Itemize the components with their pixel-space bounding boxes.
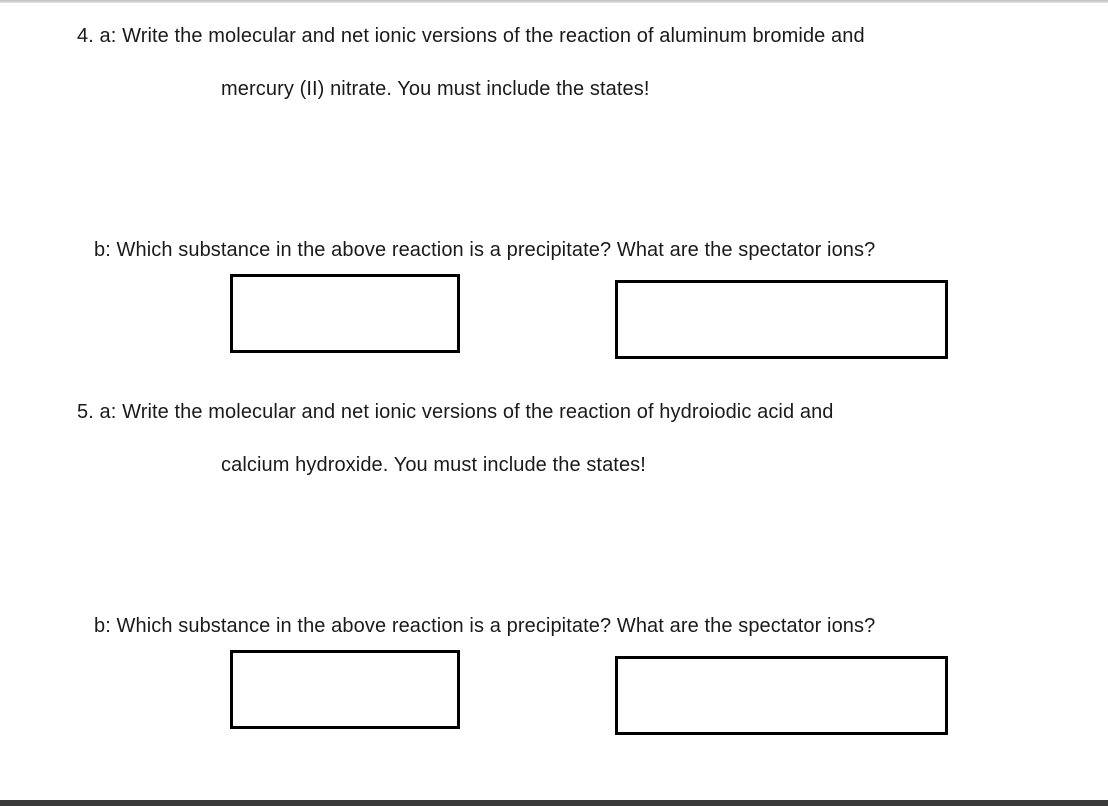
question-4-precipitate-answer-box[interactable] — [230, 274, 460, 353]
question-5-precipitate-answer-box[interactable] — [230, 650, 460, 729]
page-top-edge — [0, 0, 1108, 3]
question-4-part-a-line1: 4. a: Write the molecular and net ionic versions of the reaction of aluminum bromide and — [77, 25, 865, 47]
page-bottom-edge — [0, 800, 1108, 806]
question-5-part-a-line1: 5. a: Write the molecular and net ionic versions of the reaction of hydroiodic acid and — [77, 401, 834, 423]
question-4-part-a-line2: mercury (II) nitrate. You must include the states! — [221, 78, 650, 100]
question-4-spectator-ions-answer-box[interactable] — [615, 280, 948, 359]
question-5-part-a-line2: calcium hydroxide. You must include the states! — [221, 454, 646, 476]
question-5-part-b: b: Which substance in the above reaction is a precipitate? What are the spectator ions? — [94, 615, 876, 637]
question-4-part-b: b: Which substance in the above reaction is a precipitate? What are the spectator ions? — [94, 239, 876, 261]
question-5-spectator-ions-answer-box[interactable] — [615, 656, 948, 735]
